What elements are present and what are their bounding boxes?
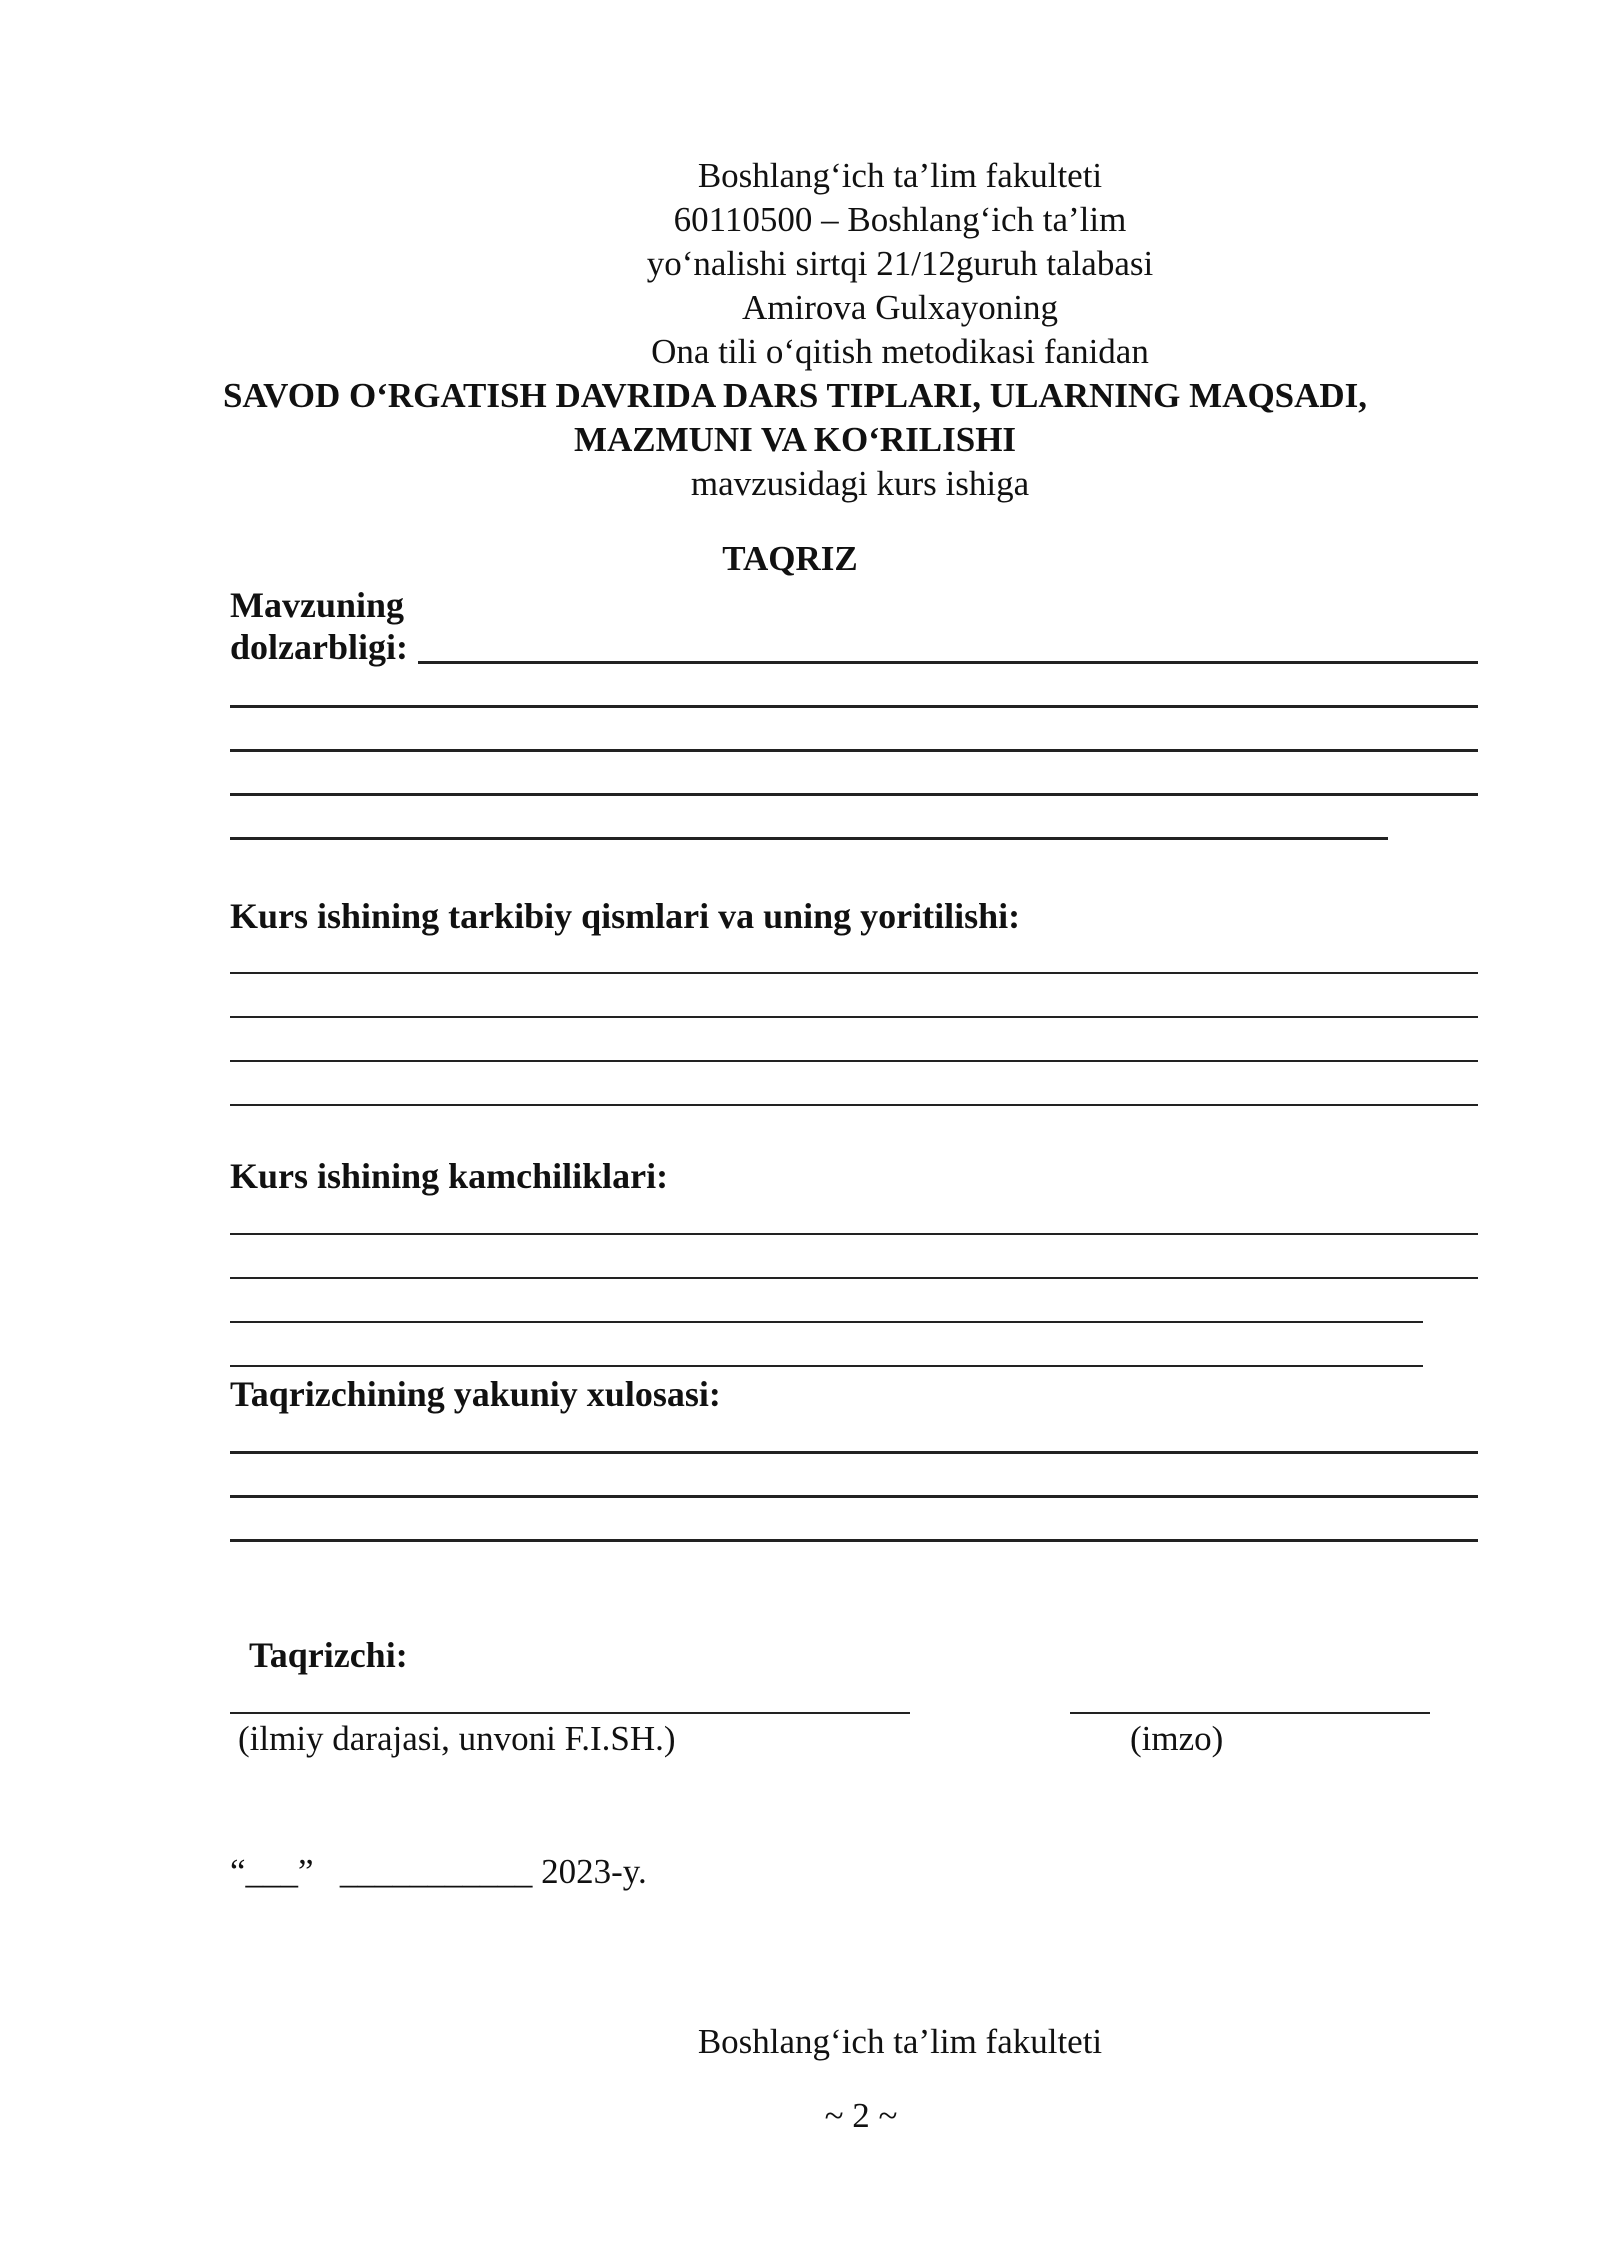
components-answer-line — [230, 1060, 1478, 1062]
topic-title-line1: SAVOD O‘RGATISH DAVRIDA DARS TIPLARI, ULARNING MAQSADI, — [222, 376, 1368, 415]
header-faculty: Boshlang‘ich ta’lim fakulteti — [697, 156, 1103, 195]
shortcomings-answer-line — [230, 1365, 1423, 1367]
date-open-quote: “ — [230, 1852, 246, 1891]
shortcomings-label: Kurs ishining kamchiliklari: — [230, 1156, 669, 1196]
header-group: yo‘nalishi sirtqi 21/12guruh talabasi — [646, 244, 1154, 283]
relevance-label-line1: Mavzuning — [230, 585, 405, 625]
topic-title-line2: MAZMUNI VA KO‘RILISHI — [573, 420, 1017, 459]
reviewer-label: Taqrizchi: — [249, 1635, 408, 1675]
date-month-blank: ___________ — [339, 1852, 533, 1891]
relevance-answer-line — [230, 837, 1388, 840]
reviewer-signature-caption: (imzo) — [1130, 1719, 1224, 1758]
page-number: ~ 2 ~ — [824, 2096, 898, 2135]
reviewer-credentials-caption: (ilmiy darajasi, unvoni F.I.SH.) — [238, 1719, 676, 1758]
conclusion-answer-line — [230, 1539, 1478, 1542]
relevance-answer-line — [418, 661, 1478, 664]
date-close-quote: ” — [298, 1852, 314, 1891]
date-day-blank: ___ — [245, 1852, 299, 1891]
date-line — [230, 1850, 647, 1894]
components-answer-line — [230, 972, 1478, 974]
relevance-answer-line — [230, 749, 1478, 752]
footer-faculty: Boshlang‘ich ta’lim fakulteti — [697, 2022, 1103, 2061]
reviewer-signature-line — [1070, 1712, 1430, 1714]
header-subject: Ona tili o‘qitish metodikasi fanidan — [651, 332, 1149, 371]
header-direction: 60110500 – Boshlang‘ich ta’lim — [673, 200, 1127, 239]
header-student: Amirova Gulxayoning — [742, 288, 1058, 327]
conclusion-answer-line — [230, 1495, 1478, 1498]
document-title: TAQRIZ — [722, 539, 858, 578]
topic-suffix: mavzusidagi kurs ishiga — [690, 464, 1030, 503]
relevance-answer-line — [230, 793, 1478, 796]
relevance-label-line2: dolzarbligi: — [230, 627, 408, 667]
conclusion-label: Taqrizchining yakuniy xulosasi: — [230, 1374, 721, 1414]
components-answer-line — [230, 1104, 1478, 1106]
reviewer-credentials-line — [230, 1712, 910, 1714]
components-label: Kurs ishining tarkibiy qismlari va uning yoritilishi: — [230, 896, 1021, 936]
shortcomings-answer-line — [230, 1277, 1478, 1279]
shortcomings-answer-line — [230, 1233, 1478, 1235]
relevance-answer-line — [230, 705, 1478, 708]
date-year: 2023-y. — [541, 1852, 647, 1891]
shortcomings-answer-line — [230, 1321, 1423, 1323]
conclusion-answer-line — [230, 1451, 1478, 1454]
components-answer-line — [230, 1016, 1478, 1018]
